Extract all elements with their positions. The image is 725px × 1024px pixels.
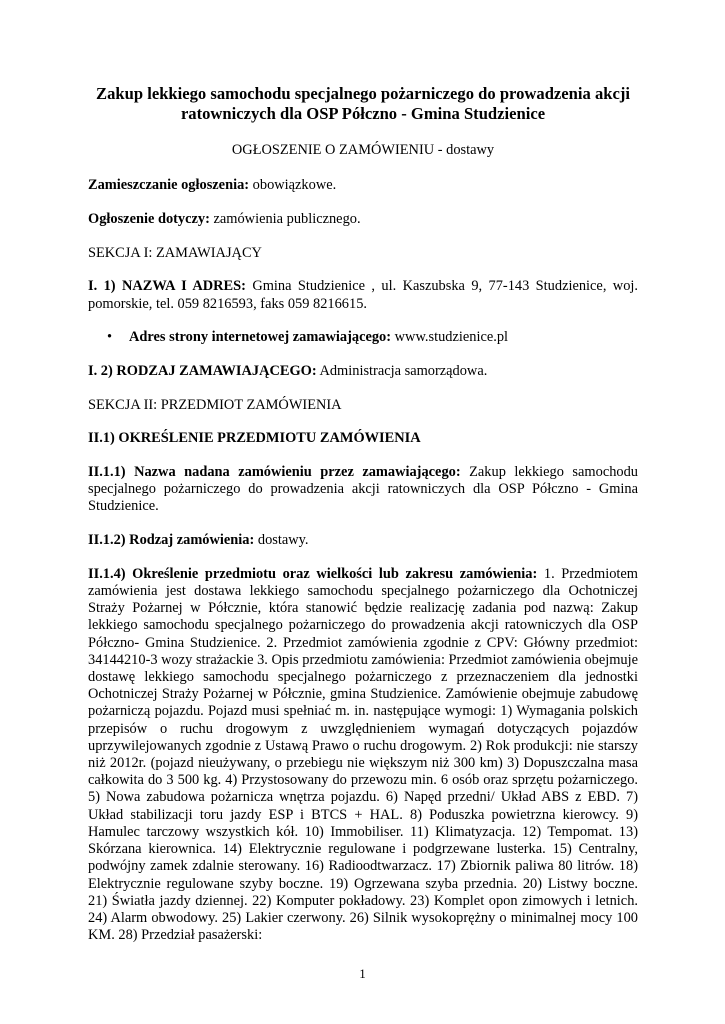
scope-paragraph — [88, 566, 638, 944]
name-address-label: I. 1) NAZWA I ADRES: — [88, 278, 246, 295]
section1-heading: SEKCJA I: ZAMAWIAJĄCY — [88, 244, 262, 261]
name-address-value: Gmina Studzienice , ul. Kaszubska 9, 77-143 Studzienice, woj. pomorskie, tel. 059 8216593, faks 059 8216615. — [88, 278, 638, 312]
subject-heading-text: II.1) OKREŚLENIE PRZEDMIOTU ZAMÓWIENIA — [88, 430, 421, 447]
document-title: Zakup lekkiego samochodu specjalnego pożarniczego do prowadzenia akcji ratowniczych dla OSP Półczno - Gmina Studzienice — [96, 84, 630, 123]
bullet-icon: • — [107, 329, 113, 346]
order-name-paragraph — [88, 464, 638, 516]
scope-label: II.1.4) Określenie przedmiotu oraz wielkości lub zakresu zamówienia: — [88, 565, 538, 582]
order-name-value: Zakup lekkiego samochodu specjalnego pożarniczego do prowadzenia akcji ratowniczych dla OSP Półczno - Gmina Studzienice. — [88, 464, 638, 515]
name-address-paragraph — [88, 278, 638, 312]
page-number: 1 — [359, 966, 366, 981]
posting-value: obowiązkowe. — [252, 177, 337, 194]
contracting-type-label: I. 2) RODZAJ ZAMAWIAJĄCEGO: — [88, 362, 317, 379]
website-list-item — [107, 329, 638, 346]
order-type-label: II.1.2) Rodzaj zamówienia: — [88, 532, 255, 549]
order-name-label: II.1.1) Nazwa nadana zamówieniu przez zamawiającego: — [88, 464, 461, 481]
document-page — [88, 84, 638, 961]
notice-type: OGŁOSZENIE O ZAMÓWIENIU - dostawy — [231, 142, 495, 158]
concerns-paragraph — [88, 211, 638, 228]
website-label: Adres strony internetowej zamawiającego: — [129, 329, 392, 346]
section2-heading: SEKCJA II: PRZEDMIOT ZAMÓWIENIA — [88, 396, 342, 413]
concerns-value: zamówienia publicznego. — [213, 210, 361, 227]
posting-paragraph — [88, 177, 638, 194]
scope-value: 1. Przedmiotem zamówienia jest dostawa lekkiego samochodu specjalnego pożarniczego dla Ochotniczej Straży Pożarnej w Półcznie, która stanowić będzie realizację zadania pod nazwą: Zakup lekkiego samochodu specjalnego pożarniczego do prowadzenia akcji ratowniczych dla OSP Półczno- Gmina Studzienice. 2. Przedmiot zamówienia zgodnie z CPV: Główny przedmiot: 34144210-3 wozy strażackie 3. Opis przedmiotu zamówienia: Przedmiot zamówienia obejmuje dostawę lekkiego samochodu specjalnego pożarniczego z przeznaczeniem dla jednostki Ochotniczej Straży Pożarnej w Półcznie, gmina Studzienice. Zamówienie obejmuje zabudowę pożarniczą pojazdu. Pojazd musi spełniać m. in. następujące wymogi: 1) Wymagania polskich przepisów o ruchu drogowym z uwzględnieniem wymagań dotyczących pojazdów uprzywilejowanych zgodnie z Ustawą Prawo o ruchu drogowym. 2) Rok produkcji: nie starszy niż 2012r. (pojazd nieużywany, o przebiegu nie większym niż 300 km) 3) Dopuszczalna masa całkowita do 3 500 kg. 4) Przystosowany do przewozu min. 6 osób oraz sprzętu pożarniczego. 5) Nowa zabudowa pożarnicza wnętrza pojazdu. 6) Napęd przedni/ Układ ABS z EBD. 7) Układ stabilizacji toru jazdy ESP i BTCS + HAL. 8) Poduszka powietrzna kierowcy. 9) Hamulec tarczowy wszystkich kół. 10) Immobiliser. 11) Klimatyzacja. 12) Tempomat. 13) Skórzana kierownica. 14) Elektrycznie regulowane i podgrzewane lusterka. 15) Centralny, podwójny zamek zdalnie sterowany. 16) Radioodtwarzacz. 17) Zbiornik paliwa 80 litrów. 18) Elektrycznie regulowane szyby boczne. 19) Ogrzewana szyba przednia. 20) Listwy boczne. 21) Światła jazdy dziennej. 22) Komputer pokładowy. 23) Komplet opon zimowych i letnich. 24) Alarm obwodowy. 25) Lakier czerwony. 26) Silnik wysokoprężny o minimalnej mocy 100 KM. 28) Przedział pasażerski: — [88, 565, 638, 944]
contracting-type-value: Administracja samorządowa. — [319, 362, 488, 379]
order-type-value: dostawy. — [257, 532, 309, 549]
website-list — [88, 329, 638, 346]
concerns-label: Ogłoszenie dotyczy: — [88, 210, 210, 227]
order-type-paragraph — [88, 532, 638, 549]
subject-heading — [88, 430, 638, 447]
website-link[interactable]: www.studzienice.pl — [394, 329, 509, 346]
posting-label: Zamieszczanie ogłoszenia: — [88, 177, 250, 194]
contracting-type-paragraph — [88, 363, 638, 380]
